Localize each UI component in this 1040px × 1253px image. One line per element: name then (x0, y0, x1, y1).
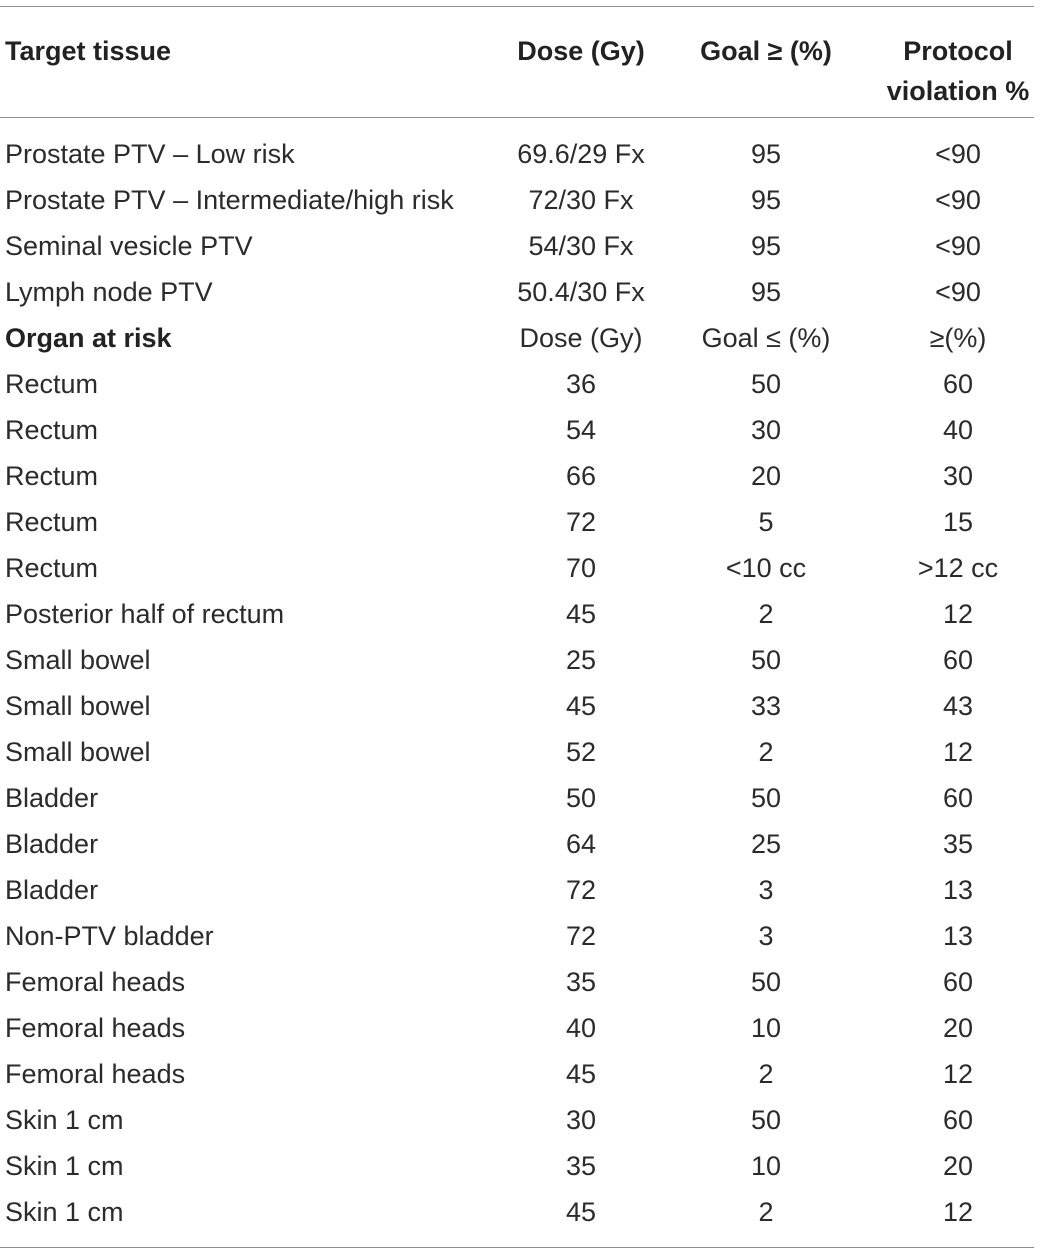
table-cell-c4: 15 (942, 507, 974, 537)
table-cell-c2: 52 (565, 737, 597, 767)
table-cell-c1: Rectum (5, 507, 99, 537)
table-cell-c3: 50 (750, 1105, 782, 1135)
table-cell-c4: ≥(%) (929, 323, 987, 353)
table-cell-c3: <10 cc (725, 553, 807, 583)
table-cell-c1: Femoral heads (5, 1059, 186, 1089)
table-cell-c4: <90 (935, 139, 981, 169)
table-row (0, 729, 1034, 775)
table-cell-c1: Small bowel (5, 691, 151, 721)
table-header (0, 7, 1034, 117)
table-cell-c2: 45 (565, 691, 597, 721)
table-cell-c2: 30 (565, 1105, 597, 1135)
table-cell-c1: Rectum (5, 461, 99, 491)
table-cell-c1: Prostate PTV – Intermediate/high risk (5, 185, 454, 215)
table-cell-c3: 10 (750, 1013, 782, 1043)
table-cell-c3: 10 (750, 1151, 782, 1181)
table-cell-c4: 12 (942, 599, 974, 629)
table-cell-c1: Non-PTV bladder (5, 921, 214, 951)
table-row (0, 1143, 1034, 1189)
table-cell-c1: Prostate PTV – Low risk (5, 139, 295, 169)
table-row (0, 959, 1034, 1005)
table-cell-c3: 20 (750, 461, 782, 491)
table-cell-c3: 2 (758, 1059, 774, 1089)
header-goal: Goal ≥ (%) (700, 36, 832, 66)
header-protocol-violation-line2: violation % (886, 76, 1030, 106)
table-cell-c2: 64 (565, 829, 597, 859)
table-cell-c3: 50 (750, 783, 782, 813)
table-cell-c1: Rectum (5, 415, 99, 445)
header-target-tissue: Target tissue (5, 36, 172, 66)
table-cell-c3: 2 (758, 737, 774, 767)
table-cell-c2: Dose (Gy) (519, 323, 643, 353)
table-cell-c4: 60 (942, 967, 974, 997)
table-cell-c3: 50 (750, 967, 782, 997)
table-cell-c1: Seminal vesicle PTV (5, 231, 253, 261)
table-cell-c3: 50 (750, 369, 782, 399)
table-cell-c1: Bladder (5, 875, 99, 905)
table-cell-c2: 35 (565, 1151, 597, 1181)
table-cell-c3: 25 (750, 829, 782, 859)
table-cell-c1: Bladder (5, 829, 99, 859)
table-cell-c2: 72 (565, 507, 597, 537)
table-cell-c3: 2 (758, 599, 774, 629)
table-row (0, 913, 1034, 959)
table-cell-c2: 36 (565, 369, 597, 399)
header-protocol-violation-line1: Protocol (903, 36, 1013, 66)
table-cell-c1: Small bowel (5, 645, 151, 675)
table-bottom-rule (0, 1247, 1034, 1248)
table-cell-c4: 60 (942, 783, 974, 813)
table-row (0, 407, 1034, 453)
table-cell-c4: 12 (942, 1197, 974, 1227)
table-cell-c1: Lymph node PTV (5, 277, 213, 307)
table-cell-c3: 95 (750, 139, 782, 169)
table-cell-c1: Skin 1 cm (5, 1105, 124, 1135)
table-cell-c4: 12 (942, 1059, 974, 1089)
table-cell-c4: 60 (942, 645, 974, 675)
table-cell-c4: 40 (942, 415, 974, 445)
table-cell-c1: Skin 1 cm (5, 1197, 124, 1227)
table-cell-c1: Rectum (5, 553, 99, 583)
table-cell-c2: 45 (565, 599, 597, 629)
table-cell-c2: 70 (565, 553, 597, 583)
table-cell-c1: Rectum (5, 369, 99, 399)
table-cell-c4: 30 (942, 461, 974, 491)
table-cell-c1: Femoral heads (5, 967, 186, 997)
table-row (0, 361, 1034, 407)
table-row (0, 775, 1034, 821)
table-cell-c2: 45 (565, 1059, 597, 1089)
table-cell-c2: 72/30 Fx (528, 185, 634, 215)
table-row (0, 683, 1034, 729)
table-row (0, 591, 1034, 637)
table-cell-c3: 3 (758, 875, 774, 905)
table-cell-c4: <90 (935, 277, 981, 307)
table-cell-c2: 54 (565, 415, 597, 445)
table-body (0, 118, 1034, 1247)
table-cell-c3: 50 (750, 645, 782, 675)
table-cell-c2: 40 (565, 1013, 597, 1043)
table-cell-c3: 5 (758, 507, 774, 537)
table-cell-c2: 25 (565, 645, 597, 675)
table-cell-c4: 35 (942, 829, 974, 859)
header-dose: Dose (Gy) (517, 36, 645, 66)
table-cell-c3: 33 (750, 691, 782, 721)
table-cell-c2: 72 (565, 921, 597, 951)
table-cell-c3: Goal ≤ (%) (701, 323, 831, 353)
table-row (0, 177, 1034, 223)
table-row (0, 131, 1034, 177)
table-row (0, 1097, 1034, 1143)
table-cell-c3: 95 (750, 277, 782, 307)
table-cell-c1: Organ at risk (5, 323, 172, 353)
table-cell-c3: 95 (750, 185, 782, 215)
table-cell-c2: 35 (565, 967, 597, 997)
table-cell-c2: 69.6/29 Fx (517, 139, 645, 169)
table-row (0, 1189, 1034, 1235)
table-cell-c1: Posterior half of rectum (5, 599, 285, 629)
table-cell-c4: >12 cc (917, 553, 999, 583)
table-cell-c2: 66 (565, 461, 597, 491)
table-cell-c4: 13 (942, 875, 974, 905)
table-cell-c2: 72 (565, 875, 597, 905)
table-cell-c4: 13 (942, 921, 974, 951)
table-cell-c1: Small bowel (5, 737, 151, 767)
table-cell-c4: 20 (942, 1151, 974, 1181)
table-cell-c4: 20 (942, 1013, 974, 1043)
table-subheader-row (0, 315, 1034, 361)
table-cell-c3: 3 (758, 921, 774, 951)
table-cell-c2: 50.4/30 Fx (517, 277, 645, 307)
table-cell-c4: 12 (942, 737, 974, 767)
table-cell-c4: <90 (935, 231, 981, 261)
table-row (0, 499, 1034, 545)
header-protocol-violation (860, 31, 1040, 111)
table-cell-c1: Skin 1 cm (5, 1151, 124, 1181)
table-row (0, 269, 1034, 315)
table-row (0, 1051, 1034, 1097)
table-row (0, 867, 1034, 913)
table-row (0, 545, 1034, 591)
table-cell-c1: Femoral heads (5, 1013, 186, 1043)
table-cell-c1: Bladder (5, 783, 99, 813)
table-row (0, 821, 1034, 867)
table-row (0, 453, 1034, 499)
table-row (0, 223, 1034, 269)
table-row (0, 637, 1034, 683)
table-cell-c3: 95 (750, 231, 782, 261)
table-cell-c4: <90 (935, 185, 981, 215)
table-cell-c2: 54/30 Fx (528, 231, 634, 261)
table-cell-c3: 2 (758, 1197, 774, 1227)
table-cell-c4: 43 (942, 691, 974, 721)
table-cell-c4: 60 (942, 369, 974, 399)
table-cell-c4: 60 (942, 1105, 974, 1135)
table-cell-c2: 50 (565, 783, 597, 813)
table-cell-c2: 45 (565, 1197, 597, 1227)
table-cell-c3: 30 (750, 415, 782, 445)
table-row (0, 1005, 1034, 1051)
